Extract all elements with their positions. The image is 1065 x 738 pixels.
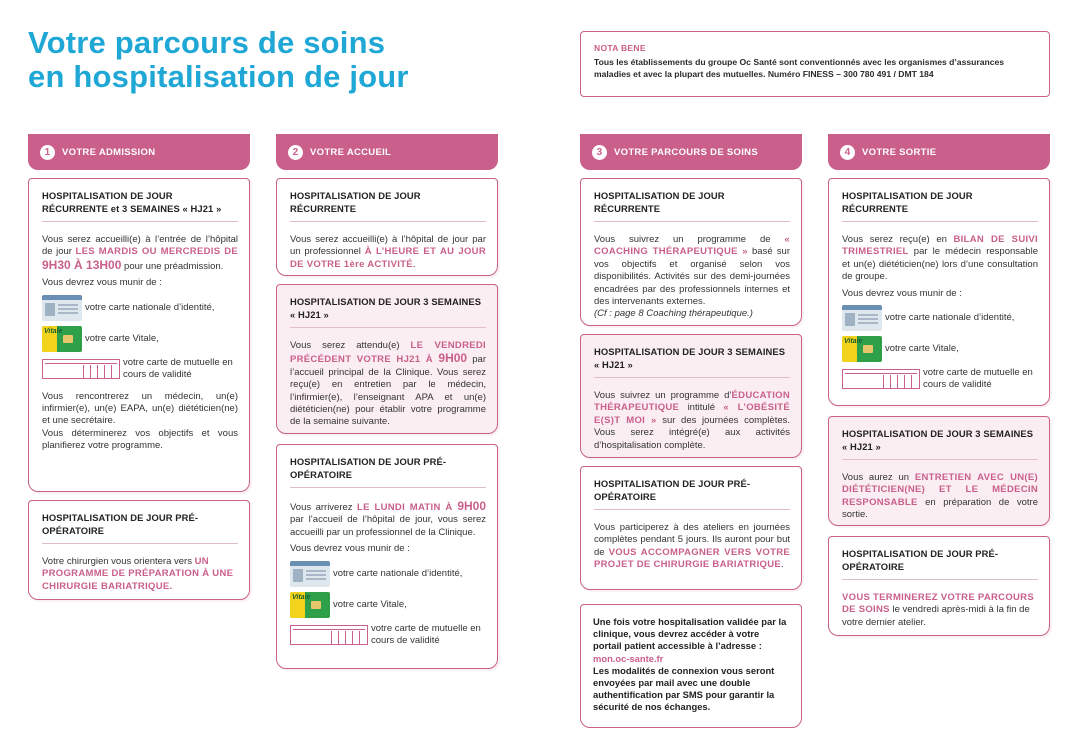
card-sortie-preop [828, 536, 1050, 636]
card-text: VOUS TERMINEREZ VOTRE PARCOURS DE SOINS le vendredi après-midi à la fin de votre dernier atelier. [842, 592, 1034, 628]
document-item: votre carte de mutuelle en cours de validité [290, 623, 486, 647]
card-text: Vous devrez vous munir de : [842, 287, 962, 299]
mutual-card-icon [290, 625, 368, 645]
card-text: Vous devrez vous munir de : [42, 277, 162, 289]
card-heading: HOSPITALISATION DE JOUR PRÉ-OPÉRATOIRE [290, 456, 486, 488]
step-header-admission [28, 134, 250, 170]
column-accueil [276, 134, 498, 646]
page-title-line2: en hospitalisation de jour [28, 59, 409, 94]
card-admission-recurrent [28, 178, 250, 492]
card-patient-portal [580, 604, 802, 728]
card-heading: HOSPITALISATION DE JOUR 3 SEMAINES « HJ21 » [594, 346, 790, 378]
card-admission-preop [28, 500, 250, 600]
nota-bene-title: NOTA BENE [594, 43, 646, 53]
card-parcours-recurrent [580, 178, 802, 326]
card-accueil-preop [276, 444, 498, 669]
card-accueil-recurrent [276, 178, 498, 276]
card-text: Vous rencontrerez un médecin, un(e) infirmier(e), un(e) EAPA, un(e) diététicien(ne) et une secrétaire. [42, 390, 238, 427]
card-parcours-preop [580, 466, 802, 590]
portal-link[interactable]: mon.oc-sante.fr [593, 652, 664, 664]
card-heading: HOSPITALISATION DE JOUR PRÉ-OPÉRATOIRE [42, 512, 238, 544]
card-sortie-recurrent [828, 178, 1050, 406]
step-title: VOTRE ADMISSION [62, 146, 156, 158]
card-accueil-hj21 [276, 284, 498, 434]
card-heading: HOSPITALISATION DE JOUR 3 SEMAINES « HJ21 » [290, 296, 486, 328]
card-sortie-hj21 [828, 416, 1050, 526]
step-number: 4 [840, 145, 855, 160]
card-text: Vous suivrez un programme d’ÉDUCATION THÉRAPEUTIQUE intitulé « L’OBÉSITÉ E(S)T MOI » sur des journées complètes. Vous serez intégré(e) aux activités d’hospitalisation complète. [594, 390, 791, 451]
page-title [28, 26, 508, 94]
card-text: Votre chirurgien vous orientera vers UN PROGRAMME DE PRÉPARATION À UNE CHIRURGIE BARIATRIQUE. [42, 556, 234, 592]
card-note: (Cf : page 8 Coaching thérapeutique.) [594, 308, 753, 320]
vitale-card-icon: Vitale [42, 326, 82, 352]
step-title: VOTRE ACCUEIL [310, 146, 392, 158]
nota-bene-box [580, 31, 1050, 97]
card-text: Vous serez accueilli(e) à l’hôpital de jour par un professionnel À L’HEURE ET AU JOUR DE VOTRE 1ère ACTIVITÉ. [290, 234, 486, 270]
column-sortie [828, 134, 1050, 628]
card-heading: HOSPITALISATION DE JOUR RÉCURRENTE [594, 190, 790, 222]
portal-text: Une fois votre hospitalisation validée par la clinique, vous devrez accéder à votre portail patient accessible à l’adresse : [593, 616, 787, 652]
step-number: 1 [40, 145, 55, 160]
document-item: Vitale votre carte Vitale, [290, 592, 486, 618]
mutual-card-icon [42, 359, 120, 379]
vitale-card-icon: Vitale [290, 592, 330, 618]
step-title: VOTRE PARCOURS DE SOINS [614, 146, 758, 158]
card-text: Vous devrez vous munir de : [290, 543, 410, 555]
card-text: Vous serez reçu(e) en BILAN DE SUIVI TRIMESTRIEL par le médecin responsable et un(e) diététicien(ne) lors d’une consultation de groupe. [842, 234, 1038, 283]
step-header-parcours [580, 134, 802, 170]
card-heading: HOSPITALISATION DE JOUR RÉCURRENTE et 3 SEMAINES « HJ21 » [42, 190, 238, 222]
mutual-card-icon [842, 369, 920, 389]
card-heading: HOSPITALISATION DE JOUR 3 SEMAINES « HJ21 » [842, 428, 1038, 460]
card-text: Vous serez accueilli(e) à l’entrée de l’hôpital de jour LES MARDIS OU MERCREDIS DE 9H30 À 13H00 pour une préadmission. [42, 234, 239, 272]
document-item: votre carte de mutuelle en cours de validité [842, 367, 1038, 391]
card-heading: HOSPITALISATION DE JOUR RÉCURRENTE [290, 190, 486, 222]
document-item: Vitale votre carte Vitale, [42, 326, 238, 352]
step-header-sortie [828, 134, 1050, 170]
page-title-line1: Votre parcours de soins [28, 25, 386, 60]
id-card-icon [290, 561, 330, 587]
document-item: votre carte nationale d’identité, [42, 295, 238, 321]
document-item: votre carte de mutuelle en cours de validité [42, 357, 238, 381]
step-number: 3 [592, 145, 607, 160]
card-text: Vous suivrez un programme de « COACHING THÉRAPEUTIQUE » basé sur vos objectifs et organisé selon vos disponibilités. Activités sur des demi-journées encadrées par des professionnels internes et des intervenants externes. [594, 234, 790, 308]
column-admission [28, 134, 250, 592]
column-parcours [580, 134, 802, 713]
card-heading: HOSPITALISATION DE JOUR RÉCURRENTE [842, 190, 1038, 222]
card-heading: HOSPITALISATION DE JOUR PRÉ-OPÉRATOIRE [842, 548, 1038, 580]
card-heading: HOSPITALISATION DE JOUR PRÉ-OPÉRATOIRE [594, 478, 790, 510]
document-item: Vitale votre carte Vitale, [842, 336, 1038, 362]
portal-text: Les modalités de connexion vous seront envoyées par mail avec une double authentification par SMS pour garantir la sécurité de nos échanges. [593, 664, 775, 713]
step-title: VOTRE SORTIE [862, 146, 937, 158]
card-parcours-hj21 [580, 334, 802, 458]
vitale-card-icon: Vitale [842, 336, 882, 362]
document-item: votre carte nationale d’identité, [842, 305, 1038, 331]
id-card-icon [842, 305, 882, 331]
step-number: 2 [288, 145, 303, 160]
id-card-icon [42, 295, 82, 321]
card-text: Vous serez attendu(e) LE VENDREDI PRÉCÉDENT VOTRE HJ21 À 9H00 par l’accueil principal de la Clinique. Vous serez reçu(e) en entretien par le médecin, l’infirmier(e), l’enseignant APA et un(e) diététicien(ne) pour établir votre programme de la semaine suivante. [290, 340, 486, 428]
card-text: Vous participerez à des ateliers en journées complètes pendant 5 jours. Ils auront pour but de VOUS ACCOMPAGNER VERS VOTRE PROJET DE CHIRURGIE BARIATRIQUE. [594, 522, 790, 571]
card-text: Vous aurez un ENTRETIEN AVEC UN(E) DIÉTÉTICIEN(NE) ET LE MÉDECIN RESPONSABLE en préparation de votre sortie. [842, 472, 1038, 521]
step-header-accueil [276, 134, 498, 170]
card-text: Vous déterminerez vos objectifs et vous planifierez votre programme. [42, 427, 238, 452]
nota-bene-text: Tous les établissements du groupe Oc Santé sont conventionnés avec les organismes d’assurances maladies et avec la plupart des mutuelles. Numéro FINESS – 300 780 491 / DMT 184 [594, 57, 1005, 79]
card-text: Vous arriverez LE LUNDI MATIN À 9H00 par l’accueil de l’hôpital de jour, vous serez accueilli par un professionnel de la Clinique. [290, 499, 486, 538]
document-item: votre carte nationale d’identité, [290, 561, 486, 587]
